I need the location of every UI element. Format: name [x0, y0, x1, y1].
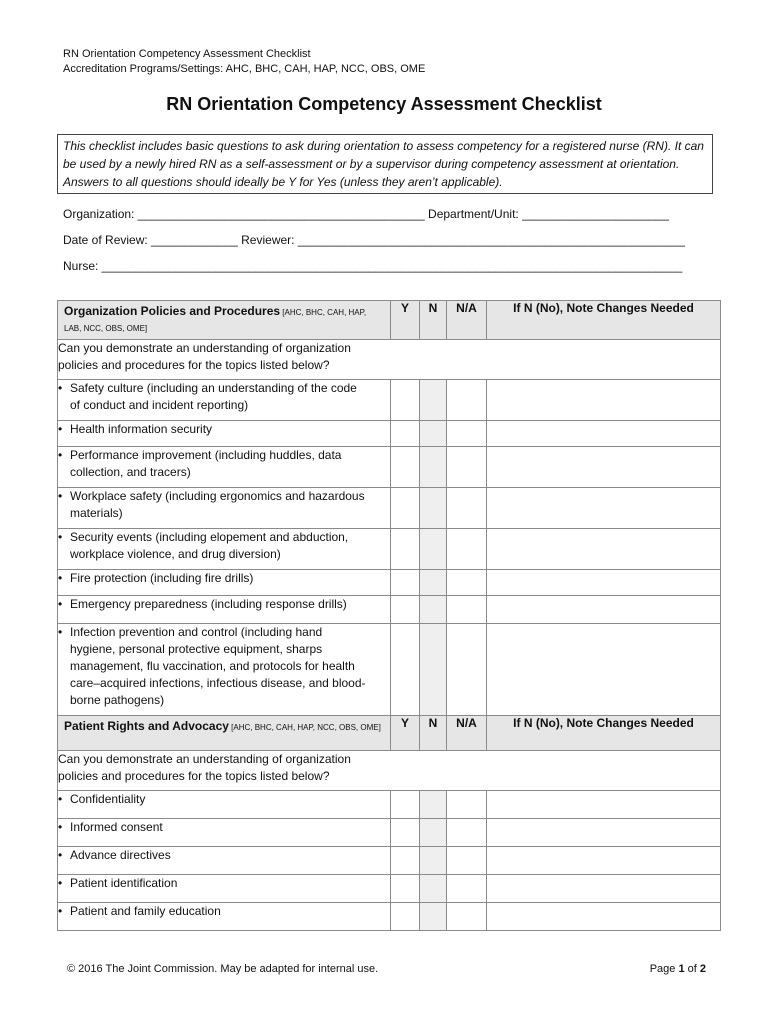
- table-row: [58, 570, 721, 596]
- intro-box: This checklist includes basic questions to ask during orientation to assess competency for a registered nurse (RN). It can be used by a newly hired RN as a self-assessment or by a supervisor during competency assessment at orientation. Answers to all questions should ideally be Y for Yes (unless they aren’t applicable).: [57, 134, 713, 194]
- bullet: •: [58, 448, 63, 462]
- notes-input[interactable]: [487, 447, 721, 488]
- item-label: Infection prevention and control (including hand hygiene, personal protective equipment, sharps management, flu vaccination, and protocols for health care–acquired infections, infectious disease, and blood- borne pathogens): [70, 625, 366, 707]
- bullet: •: [58, 530, 63, 544]
- n-checkbox[interactable]: [420, 624, 447, 716]
- section-programs: [AHC, BHC, CAH, HAP, NCC, OBS, OME]: [228, 723, 381, 732]
- header-programs: Accreditation Programs/Settings: AHC, BHC, CAH, HAP, NCC, OBS, OME: [63, 63, 426, 75]
- y-checkbox[interactable]: [391, 570, 420, 596]
- notes-input[interactable]: [487, 903, 721, 931]
- bullet: •: [58, 571, 63, 585]
- na-checkbox[interactable]: [447, 488, 487, 529]
- header-title: RN Orientation Competency Assessment Checklist: [63, 48, 311, 60]
- notes-input[interactable]: [487, 819, 721, 847]
- col-notes: If N (No), Note Changes Needed: [487, 716, 721, 751]
- notes-input[interactable]: [487, 875, 721, 903]
- item-cell: [58, 529, 391, 570]
- item-cell: [58, 380, 391, 421]
- table-row: [58, 847, 721, 875]
- col-na: N/A: [447, 716, 487, 751]
- bullet: •: [58, 597, 63, 611]
- y-checkbox[interactable]: [391, 380, 420, 421]
- item-cell: [58, 596, 391, 624]
- col-y: Y: [391, 301, 420, 340]
- bullet: •: [58, 820, 63, 834]
- item-cell: [58, 570, 391, 596]
- department-line[interactable]: Department/Unit: ______________________: [428, 207, 669, 221]
- question-cell: [58, 751, 721, 791]
- n-checkbox[interactable]: [420, 847, 447, 875]
- na-checkbox[interactable]: [447, 791, 487, 819]
- notes-input[interactable]: [487, 847, 721, 875]
- item-cell: [58, 903, 391, 931]
- n-checkbox[interactable]: [420, 596, 447, 624]
- col-y: Y: [391, 716, 420, 751]
- bullet: •: [58, 848, 63, 862]
- table-row: [58, 875, 721, 903]
- organization-line[interactable]: Organization: ___________________________________________: [63, 207, 425, 221]
- table-row: [58, 903, 721, 931]
- item-label: Health information security: [70, 422, 213, 436]
- n-checkbox[interactable]: [420, 380, 447, 421]
- na-checkbox[interactable]: [447, 875, 487, 903]
- bullet: •: [58, 625, 63, 639]
- item-label: Informed consent: [70, 820, 163, 834]
- running-header: [63, 47, 425, 77]
- na-checkbox[interactable]: [447, 624, 487, 716]
- col-n: N: [420, 716, 447, 751]
- n-checkbox[interactable]: [420, 819, 447, 847]
- table-row: [58, 488, 721, 529]
- na-checkbox[interactable]: [447, 570, 487, 596]
- date-line[interactable]: Date of Review: _____________: [63, 233, 238, 247]
- n-checkbox[interactable]: [420, 875, 447, 903]
- item-label: Patient identification: [70, 876, 178, 890]
- y-checkbox[interactable]: [391, 624, 420, 716]
- page-number: [650, 963, 706, 975]
- bullet: •: [58, 422, 63, 436]
- bullet: •: [58, 792, 63, 806]
- table-row: [58, 596, 721, 624]
- item-label: Workplace safety (including ergonomics and hazardous materials): [70, 489, 365, 520]
- page-current: 1: [678, 963, 685, 975]
- n-checkbox[interactable]: [420, 791, 447, 819]
- page-of: of: [684, 963, 700, 975]
- notes-input[interactable]: [487, 570, 721, 596]
- col-na: N/A: [447, 301, 487, 340]
- reviewer-line[interactable]: Reviewer: __________________________________________________________: [241, 233, 685, 247]
- bullet: •: [58, 381, 63, 395]
- y-checkbox[interactable]: [391, 875, 420, 903]
- item-cell: [58, 624, 391, 716]
- notes-input[interactable]: [487, 529, 721, 570]
- n-checkbox[interactable]: [420, 421, 447, 447]
- y-checkbox[interactable]: [391, 791, 420, 819]
- page-total: 2: [699, 963, 706, 975]
- bullet: •: [58, 904, 63, 918]
- section-header-row: [58, 301, 721, 340]
- n-checkbox[interactable]: [420, 529, 447, 570]
- na-checkbox[interactable]: [447, 903, 487, 931]
- table-row: [58, 421, 721, 447]
- item-label: Security events (including elopement and abduction, workplace violence, and drug diversion): [70, 530, 349, 561]
- n-checkbox[interactable]: [420, 570, 447, 596]
- table-row: [58, 529, 721, 570]
- nurse-line[interactable]: Nurse: _______________________________________________________________________________________: [63, 259, 683, 273]
- item-cell: [58, 819, 391, 847]
- footer-copyright: © 2016 The Joint Commission. May be adapted for internal use.: [67, 963, 379, 975]
- item-label: Patient and family education: [70, 904, 221, 918]
- n-checkbox[interactable]: [420, 488, 447, 529]
- review-field[interactable]: [63, 233, 685, 247]
- section-header-row: [58, 716, 721, 751]
- item-label: Fire protection (including fire drills): [70, 571, 254, 585]
- notes-input[interactable]: [487, 380, 721, 421]
- checklist-table: [57, 300, 721, 931]
- table-row: [58, 447, 721, 488]
- item-label: Confidentiality: [70, 792, 146, 806]
- item-label: Advance directives: [70, 848, 171, 862]
- na-checkbox[interactable]: [447, 596, 487, 624]
- section-programs: [AHC, BHC, CAH, HAP, LAB, NCC, OBS, OME]: [64, 308, 367, 333]
- table-row: [58, 819, 721, 847]
- col-n: N: [420, 301, 447, 340]
- n-checkbox[interactable]: [420, 903, 447, 931]
- na-checkbox[interactable]: [447, 847, 487, 875]
- na-checkbox[interactable]: [447, 447, 487, 488]
- col-notes: If N (No), Note Changes Needed: [487, 301, 721, 340]
- y-checkbox[interactable]: [391, 596, 420, 624]
- nurse-field[interactable]: [63, 259, 682, 273]
- y-checkbox[interactable]: [391, 819, 420, 847]
- y-checkbox[interactable]: [391, 447, 420, 488]
- y-checkbox[interactable]: [391, 529, 420, 570]
- section-title: Organization Policies and Procedures: [64, 304, 281, 318]
- y-checkbox[interactable]: [391, 488, 420, 529]
- notes-input[interactable]: [487, 421, 721, 447]
- na-checkbox[interactable]: [447, 819, 487, 847]
- item-cell: [58, 421, 391, 447]
- section-title: Patient Rights and Advocacy: [64, 719, 229, 733]
- notes-input[interactable]: [487, 791, 721, 819]
- bullet: •: [58, 489, 63, 503]
- question-row: [58, 751, 721, 791]
- na-checkbox[interactable]: [447, 421, 487, 447]
- y-checkbox[interactable]: [391, 903, 420, 931]
- y-checkbox[interactable]: [391, 421, 420, 447]
- na-checkbox[interactable]: [447, 380, 487, 421]
- item-cell: [58, 488, 391, 529]
- section-title-cell: [58, 716, 391, 751]
- item-label: Performance improvement (including huddles, data collection, and tracers): [70, 448, 342, 479]
- n-checkbox[interactable]: [420, 447, 447, 488]
- y-checkbox[interactable]: [391, 847, 420, 875]
- table-row: [58, 380, 721, 421]
- section-title-cell: [58, 301, 391, 340]
- question-row: [58, 340, 721, 380]
- na-checkbox[interactable]: [447, 529, 487, 570]
- item-cell: [58, 875, 391, 903]
- page-title: RN Orientation Competency Assessment Checklist: [166, 94, 602, 114]
- notes-input[interactable]: [487, 596, 721, 624]
- notes-input[interactable]: [487, 624, 721, 716]
- organization-field[interactable]: [63, 207, 669, 221]
- notes-input[interactable]: [487, 488, 721, 529]
- page-label: Page: [649, 963, 679, 975]
- item-cell: [58, 791, 391, 819]
- item-label: Safety culture (including an understanding of the code of conduct and incident reporting): [70, 381, 357, 412]
- item-cell: [58, 447, 391, 488]
- question-text: Can you demonstrate an understanding of organization policies and procedures for the topics listed below?: [58, 752, 351, 783]
- item-label: Emergency preparedness (including response drills): [70, 597, 347, 611]
- table-row: [58, 624, 721, 716]
- bullet: •: [58, 876, 63, 890]
- table-row: [58, 791, 721, 819]
- item-cell: [58, 847, 391, 875]
- question-text: Can you demonstrate an understanding of organization policies and procedures for the topics listed below?: [58, 341, 351, 372]
- question-cell: [58, 340, 721, 380]
